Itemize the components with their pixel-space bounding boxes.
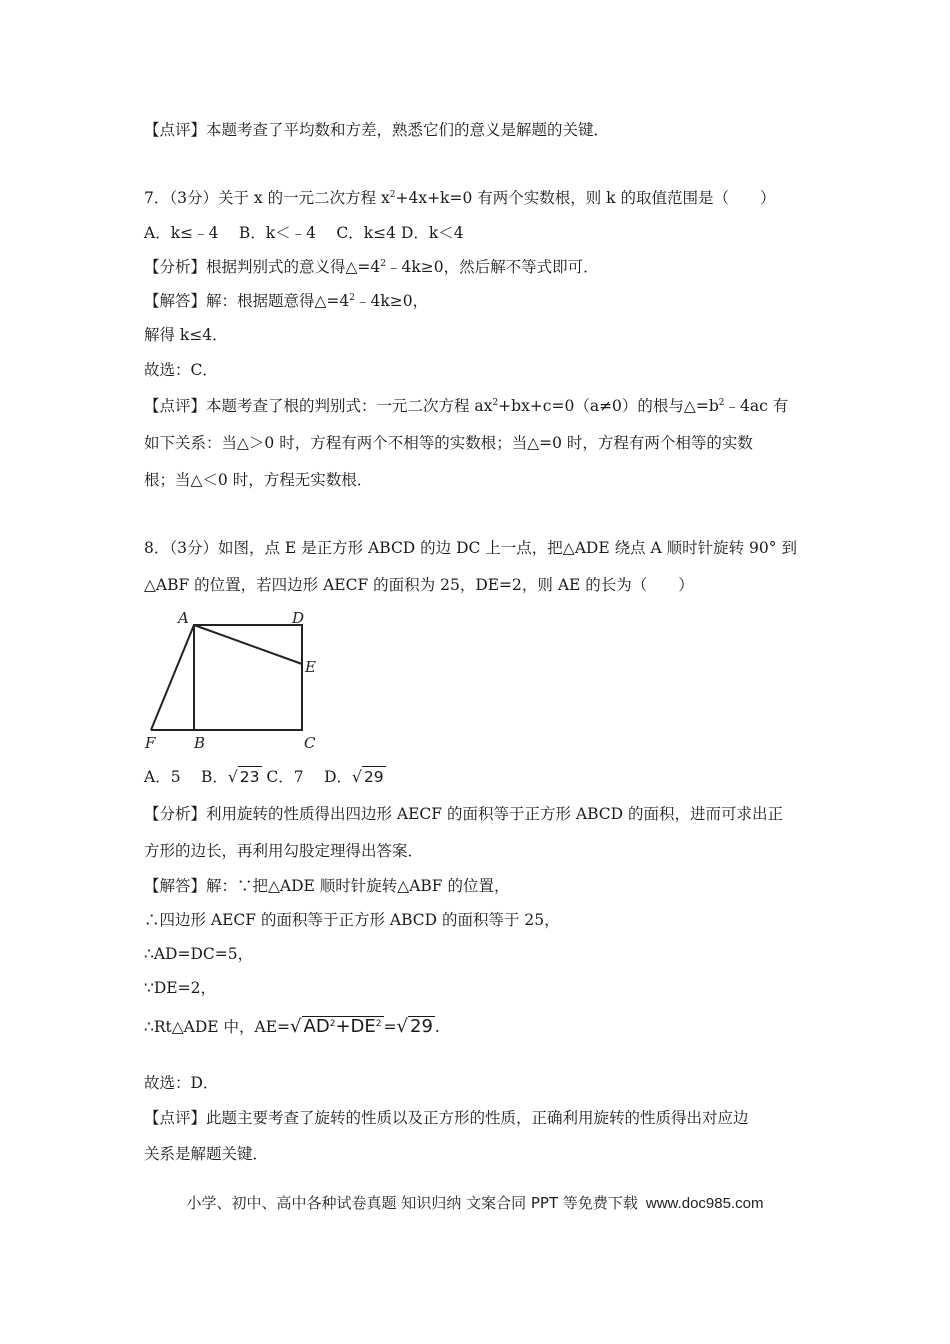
label-a: A	[178, 609, 189, 627]
q7-stem: 7．（3分）关于 x 的一元二次方程 $x^2+4x+k=0$ 有两个实数根，则 k 的取值范围是（ ）	[144, 189, 776, 207]
q8-options: A．5 B．√ 23 C．7 D．√ 29	[144, 768, 384, 786]
footer-url[interactable]: www.doc985.com	[645, 1195, 764, 1212]
label-f: F	[145, 734, 156, 752]
q7-options: A．k≤﹣4 B．k＜﹣4 C．k≤4 D．k＜4	[144, 224, 464, 242]
page-footer	[0, 1192, 950, 1213]
q8-choice: 故选：D．	[144, 1074, 219, 1092]
q8-answer-line5: ∴Rt△ADE 中，AE=√ $AD^2+DE^2$ =√ 29 .	[144, 1016, 440, 1037]
q7-analysis: 【分析】根据判别式的意义得$\triangle=4^2﹣4k\ge 0$，然后解不等式即可．	[144, 258, 599, 276]
q7-answer: 【解答】解：根据题意得$\triangle=4^2﹣4k\ge 0$，	[144, 292, 429, 310]
q7-solve: 解得 k≤4．	[144, 326, 228, 344]
q8-answer-line4: ∵DE=2，	[144, 979, 216, 997]
segment-ae	[194, 625, 302, 664]
label-e: E	[305, 658, 316, 676]
q8-analysis-line2: 方形的边长，再利用勾股定理得出答案．	[144, 842, 424, 860]
review-q6: 【点评】本题考查了平均数和方差，熟悉它们的意义是解题的关键．	[144, 121, 610, 139]
square-abcd	[194, 625, 302, 730]
label-b: B	[194, 734, 206, 752]
q7-review-line2: 如下关系：当△＞0 时，方程有两个不相等的实数根；当△=0 时，方程有两个相等的实数	[144, 434, 753, 452]
q7-choice: 故选：C．	[144, 361, 218, 379]
q8-answer-line2: ∴四边形 AECF 的面积等于正方形 ABCD 的面积等于 25，	[144, 911, 560, 929]
q8-answer-line3: ∴AD=DC=5，	[144, 945, 254, 963]
square-rotation-figure	[140, 606, 330, 756]
label-d: D	[292, 609, 305, 627]
label-c: C	[304, 734, 316, 752]
sqrt-29: √ 29	[352, 768, 384, 786]
q8-answer-line1: 【解答】解：∵把△ADE 顺时针旋转△ABF 的位置，	[144, 877, 510, 895]
q8-stem-line2: △ABF 的位置，若四边形 AECF 的面积为 25，DE=2，则 AE 的长为（ ）	[144, 576, 694, 594]
q8-analysis-line1: 【分析】利用旋转的性质得出四边形 AECF 的面积等于正方形 ABCD 的面积，进而可求出正	[144, 805, 783, 823]
q7-review-line1: 【点评】本题考查了根的判别式：一元二次方程 $ax^2+bx+c=0(a\ne 0)$的根与$\triangle=b^2﹣4ac$ 有	[144, 397, 789, 415]
sqrt-ad2-de2: √ $AD^2+DE^2$	[290, 1016, 382, 1037]
q7-review-line3: 根；当△＜0 时，方程无实数根．	[144, 471, 373, 489]
q8-stem-line1: 8．（3分）如图，点 E 是正方形 ABCD 的边 DC 上一点，把△ADE 绕点 A 顺时针旋转 90° 到	[144, 539, 797, 557]
segment-af	[151, 625, 194, 730]
sqrt-23: √ 23	[227, 768, 260, 786]
footer-text: 小学、初中、高中各种试卷真题 知识归纳 文案合同 PPT 等免费下载	[186, 1194, 638, 1212]
sqrt-29-result: √ 29	[396, 1016, 433, 1037]
q8-review-line1: 【点评】此题主要考查了旋转的性质以及正方形的性质，正确利用旋转的性质得出对应边	[144, 1109, 749, 1127]
q8-review-line2: 关系是解题关键．	[144, 1145, 269, 1163]
